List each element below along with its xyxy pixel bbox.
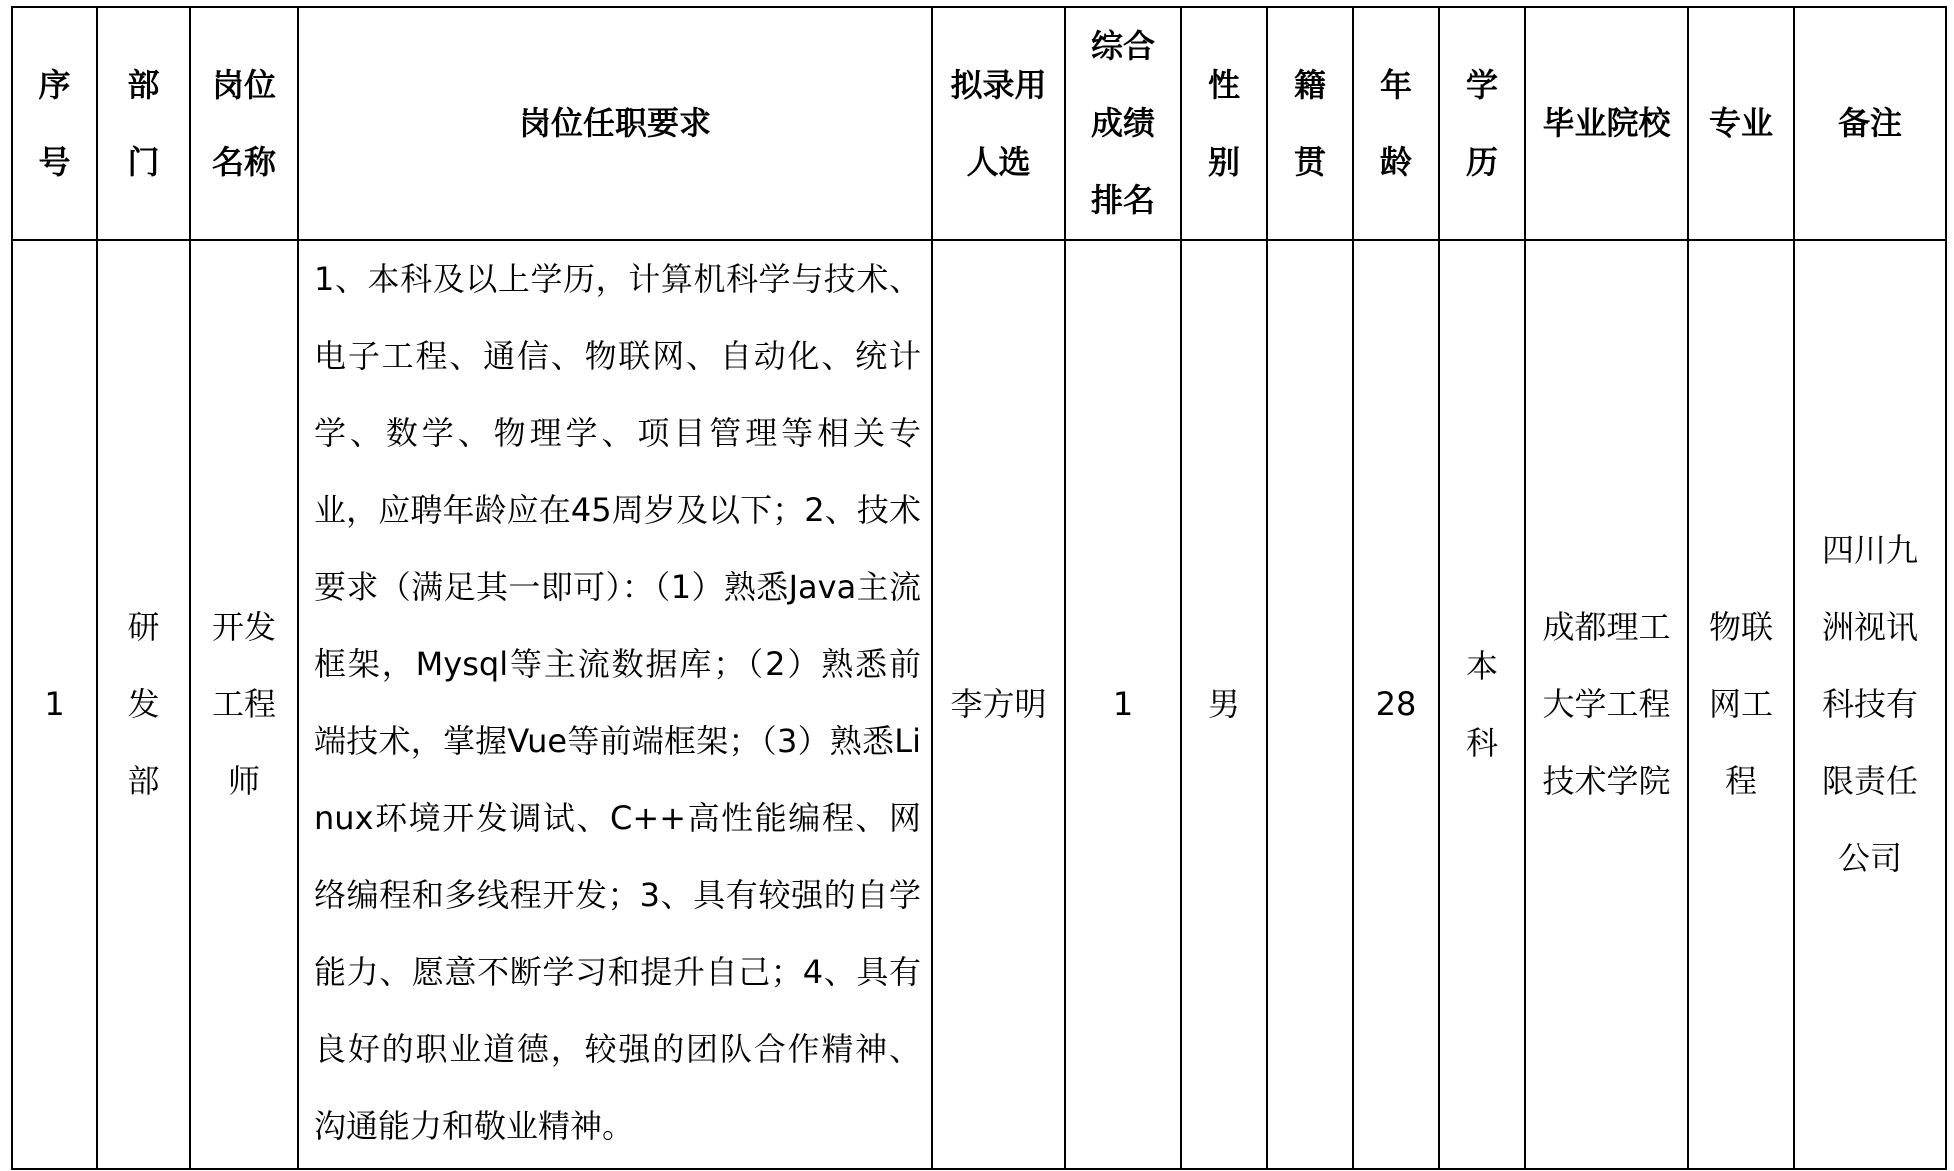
cell-line: 科技有 — [1821, 685, 1918, 723]
cell-education — [1439, 240, 1525, 1169]
header-remarks — [1794, 7, 1946, 240]
header-line: 岗位 — [211, 65, 276, 104]
header-gender — [1181, 7, 1267, 240]
header-major — [1688, 7, 1794, 240]
cell-line: 工程 — [211, 685, 276, 723]
header-candidate — [932, 7, 1065, 240]
cell-origin — [1267, 240, 1353, 1169]
cell-line: 1 — [44, 685, 65, 723]
cell-line: 科 — [1465, 723, 1498, 762]
cell-remarks — [1794, 240, 1946, 1169]
cell-line: 大学工程 — [1542, 685, 1671, 723]
cell-line: 限责任 — [1821, 762, 1918, 800]
cell-line: 洲视讯 — [1821, 608, 1918, 646]
table-row — [12, 240, 1946, 1169]
header-line: 贯 — [1293, 142, 1326, 181]
cell-line: 四川九 — [1821, 531, 1918, 569]
cell-line: 发 — [127, 685, 160, 723]
header-origin — [1267, 7, 1353, 240]
cell-gender — [1181, 240, 1267, 1169]
header-line: 别 — [1207, 142, 1240, 181]
cell-line: 28 — [1375, 685, 1417, 723]
header-requirements — [298, 7, 932, 240]
cell-line: 师 — [227, 762, 260, 800]
cell-position — [190, 240, 298, 1169]
header-position — [190, 7, 298, 240]
header-rank — [1065, 7, 1181, 240]
header-line: 龄 — [1379, 142, 1412, 181]
header-line: 历 — [1465, 142, 1498, 181]
cell-line: 物联 — [1708, 608, 1773, 646]
header-line: 年 — [1379, 65, 1412, 104]
cell-line: 李方明 — [950, 685, 1047, 723]
cell-age — [1353, 240, 1439, 1169]
requirements-text: 1、本科及以上学历，计算机科学与技术、电子工程、通信、物联网、自动化、统计学、数学、物理学、项目管理等相关专业，应聘年龄应在45周岁及以下；2、技术要求（满足其一即可）：（1）熟悉Java主流框架，Mysql等主流数据库；（2）熟悉前端技术，掌握Vue等前端框架；（3）熟悉Linux环境开发调试、C++高性能编程、网络编程和多线程开发；3、具有较强的自学能力、愿意不断学习和提升自己；4、具有良好的职业道德，较强的团队合作精神、沟通能力和敬业精神。 — [314, 260, 921, 1145]
header-seq — [12, 7, 97, 240]
header-line: 名称 — [211, 142, 276, 181]
table-header-row — [12, 7, 1946, 240]
cell-line: 网工 — [1708, 685, 1773, 723]
cell-line: 研 — [127, 608, 160, 646]
cell-line: 公司 — [1837, 839, 1902, 877]
header-line: 号 — [38, 142, 71, 181]
header-line: 备注 — [1837, 104, 1902, 142]
cell-line: 部 — [127, 762, 160, 800]
cell-candidate — [932, 240, 1065, 1169]
header-line: 拟录用 — [950, 65, 1047, 104]
header-line: 毕业院校 — [1542, 104, 1671, 142]
header-line: 部 — [127, 65, 160, 104]
header-line: 学 — [1465, 65, 1498, 104]
cell-line: 开发 — [211, 608, 276, 646]
cell-line: 1 — [1112, 685, 1134, 723]
cell-line: 本 — [1465, 646, 1498, 685]
cell-line: 男 — [1207, 685, 1240, 723]
header-dept — [97, 7, 190, 240]
header-education — [1439, 7, 1525, 240]
cell-line: 程 — [1724, 762, 1757, 800]
header-line: 门 — [127, 142, 160, 181]
header-line: 岗位任职要求 — [518, 104, 711, 142]
header-line: 序 — [38, 65, 71, 104]
header-line: 成绩 — [1090, 104, 1155, 142]
header-line: 排名 — [1090, 181, 1155, 219]
hiring-table — [11, 6, 1947, 1170]
cell-requirements — [298, 240, 932, 1169]
header-line: 专业 — [1708, 104, 1773, 142]
cell-dept — [97, 240, 190, 1169]
header-line: 籍 — [1293, 65, 1326, 104]
cell-line: 技术学院 — [1542, 762, 1671, 800]
header-line: 综合 — [1090, 27, 1155, 65]
header-age — [1353, 7, 1439, 240]
cell-seq — [12, 240, 97, 1169]
header-school — [1525, 7, 1688, 240]
cell-major — [1688, 240, 1794, 1169]
cell-line: 成都理工 — [1542, 608, 1671, 646]
cell-rank — [1065, 240, 1181, 1169]
header-line: 性 — [1207, 65, 1240, 104]
header-line: 人选 — [966, 142, 1031, 181]
cell-school — [1525, 240, 1688, 1169]
